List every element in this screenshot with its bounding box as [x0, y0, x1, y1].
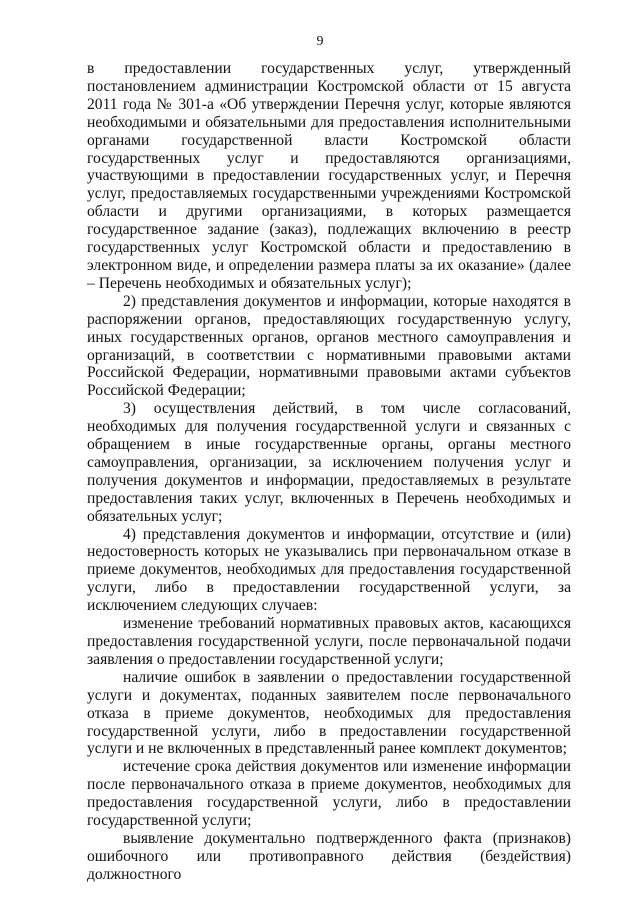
paragraph-item-2: 2) представления документов и информации, которые находятся в распоряжении органов, предоставляющих государственную услугу, иных государственных органов, органов местного самоуправления и организаций, в соответствии с нормативными правовыми актами Российской Федерации, нормативными правовыми актами субъектов Российской Федерации; — [87, 292, 571, 400]
page-number: 9 — [316, 34, 324, 49]
paragraph-item-3: 3) осуществления действий, в том числе согласований, необходимых для получения государственной услуги и связанных с обращением в иные государственные органы, органы местного самоуправления, организации, за исключением получения услуг и получения документов и информации, предоставляемых в результате предоставления таких услуг, включенных в Перечень необходимых и обязательных услуг; — [87, 400, 571, 525]
paragraph-list-continuation: в предоставлении государственных услуг, утвержденный постановлением администрации Костромской области от 15 августа 2011 года № 301-а «Об утверждении Перечня услуг, которые являются необходимыми и обязательными для предоставления исполнительными органами государственной власти Костромской области государственных услуг и предоставляются организациями, участвующими в предоставлении государственных услуг, и Перечня услуг, предоставляемых государственными учреждениями Костромской области и другими организациями, в которых размещается государственное задание (заказ), подлежащих включению в реестр государственных услуг Костромской области и предоставлению в электронном виде, и определении размера платы за их оказание» (далее – Перечень необходимых и обязательных услуг); — [87, 60, 571, 292]
document-body — [87, 60, 571, 884]
paragraph-exception-misconduct: выявление документально подтвержденного факта (признаков) ошибочного или противоправного действия (бездействия) должностного — [87, 829, 571, 883]
paragraph-exception-expiry: истечение срока действия документов или изменение информации после первоначального отказа в приеме документов, необходимых для предоставления государственной услуги, либо в предоставлении государственной услуги; — [87, 758, 571, 830]
paragraph-item-4: 4) представления документов и информации, отсутствие и (или) недостоверность которых не указывались при первоначальном отказе в приеме документов, необходимых для предоставления государственной услуги, либо в предоставлении государственной услуги, за исключением следующих случаев: — [87, 525, 571, 615]
paragraph-exception-requirements-change: изменение требований нормативных правовых актов, касающихся предоставления государственной услуги, после первоначальной подачи заявления о предоставлении государственной услуги; — [87, 615, 571, 668]
paragraph-exception-errors: наличие ошибок в заявлении о предоставлении государственной услуги и документах, поданных заявителем после первоначального отказа в приеме документов, необходимых для предоставления государственной услуги, либо в предоставлении государственной услуги и не включенных в представленный ранее комплект документов; — [87, 668, 571, 758]
